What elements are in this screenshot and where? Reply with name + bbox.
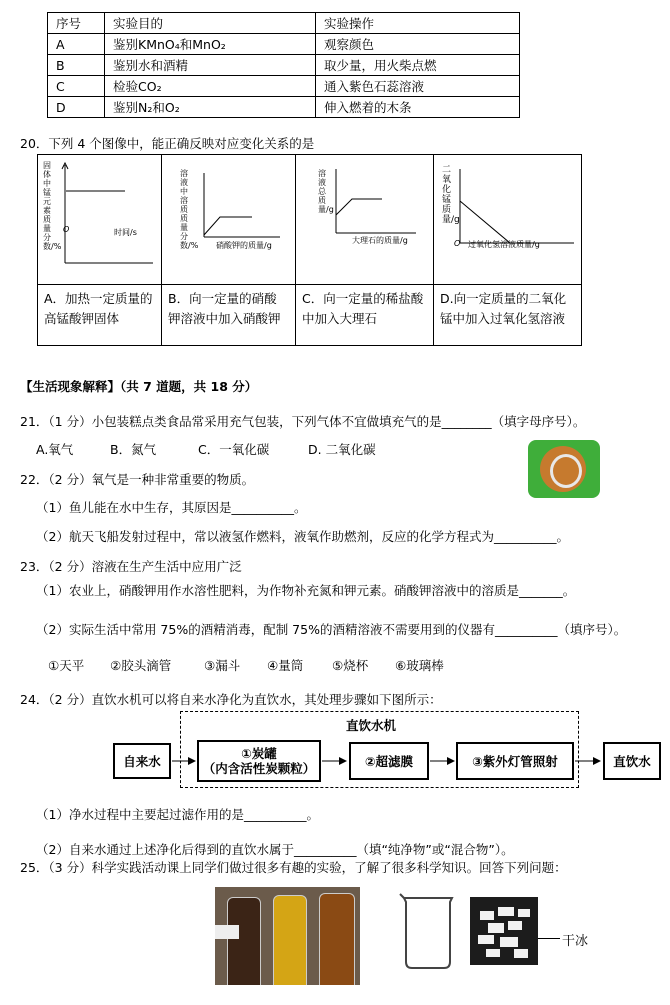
table-cell: D — [48, 97, 105, 118]
chart-c-ylabel: 溶液总质量/g — [318, 169, 334, 214]
table-row — [48, 34, 520, 55]
chart-b-xlabel: 硝酸钾的质量/g — [216, 241, 272, 250]
q23-item: ⑥玻璃棒 — [395, 658, 444, 673]
table-header-cell: 实验目的 — [105, 13, 316, 34]
q22-stem: 22．（2 分）氧气是一种非常重要的物质。 — [20, 472, 255, 487]
section-title: 【生活现象解释】（共 7 道题，共 18 分） — [20, 379, 258, 394]
chart-d-plot — [434, 155, 581, 283]
chart-c — [296, 155, 434, 345]
chart-b-ylabel: 溶液中溶质质量分数/% — [180, 169, 199, 250]
dry-ice-label: 干冰 — [562, 934, 589, 949]
dry-ice-pointer — [538, 938, 560, 939]
q23-part2: （2）实际生活中常用 75%的酒精消毒，配制 75%的酒精溶液不需要用到的仪器有__________（填序号）。 — [36, 622, 627, 637]
q21-option-c: C．一氧化碳 — [198, 442, 270, 457]
q23-item: ③漏斗 — [204, 658, 241, 673]
q21-option-a: A.氧气 — [36, 442, 74, 457]
q24-part1: （1）净水过程中主要起过滤作用的是__________。 — [36, 807, 319, 822]
chart-d-xlabel: 过氧化氢溶液质量/g — [468, 240, 540, 249]
flow-ultrafiltration: ②超滤膜 — [349, 742, 429, 780]
chart-d-ylabel: 二氧化锰质量/g — [442, 165, 460, 225]
chart-c-plot — [296, 155, 434, 283]
chart-d-origin: O — [454, 239, 461, 248]
chart-a — [38, 155, 162, 345]
table-cell: 鉴别N₂和O₂ — [105, 97, 316, 118]
chart-a-origin: O — [63, 225, 70, 234]
flow-carbon-tank — [197, 740, 321, 782]
table-cell: C — [48, 76, 105, 97]
dry-ice-photo — [470, 897, 538, 965]
q24-part2: （2）自来水通过上述净化后得到的直饮水属于__________（填“纯净物”或“混合物”）。 — [36, 842, 514, 857]
flow-carbon-tank-label: ①炭罐 — [241, 746, 277, 761]
q20-stem: 20．下列 4 个图像中，能正确反映对应变化关系的是 — [20, 136, 315, 151]
q23-stem: 23．（2 分）溶液在生产生活中应用广泛 — [20, 559, 242, 574]
q22-part1: （1）鱼儿能在水中生存，其原因是__________。 — [36, 500, 307, 515]
table-cell: 观察颜色 — [316, 34, 520, 55]
table-row — [48, 55, 520, 76]
chart-d — [434, 155, 581, 345]
q21-option-b: B．氮气 — [110, 442, 157, 457]
table-cell: 通入紫色石蕊溶液 — [316, 76, 520, 97]
table-cell: B — [48, 55, 105, 76]
chart-a-xlabel: 时间/s — [114, 228, 137, 237]
chart-b — [162, 155, 296, 345]
chart-c-caption: C．向一定量的稀盐酸中加入大理石 — [296, 284, 433, 333]
chart-a-plot — [38, 155, 162, 283]
table-cell: A — [48, 34, 105, 55]
table-cell: 伸入燃着的木条 — [316, 97, 520, 118]
table-cell: 鉴别KMnO₄和MnO₂ — [105, 34, 316, 55]
q20-chart-grid — [37, 154, 582, 346]
q21-stem: 21．（1 分）小包装糕点类食品常采用充气包装，下列气体不宜做填充气的是________（填字母序号）。 — [20, 414, 586, 429]
flow-uv-lamp: ③紫外灯管照射 — [456, 742, 574, 780]
flow-tap-water: 自来水 — [113, 743, 171, 779]
experiment-table — [47, 12, 520, 118]
chart-c-xlabel: 大理石的质量/g — [352, 236, 408, 245]
table-cell: 取少量，用火柴点燃 — [316, 55, 520, 76]
q24-stem: 24．（2 分）直饮水机可以将自来水净化为直饮水，其处理步骤如下图所示： — [20, 692, 442, 707]
q23-part1: （1）农业上，硝酸钾用作水溶性肥料，为作物补充氮和钾元素。硝酸钾溶液中的溶质是_______。 — [36, 583, 576, 598]
table-header-row — [48, 13, 520, 34]
q23-item: ⑤烧杯 — [332, 658, 369, 673]
table-row — [48, 97, 520, 118]
chart-b-plot — [162, 155, 296, 283]
flow-drinking-water: 直饮水 — [603, 742, 661, 780]
table-cell: 检验CO₂ — [105, 76, 316, 97]
q23-item: ②胶头滴管 — [110, 658, 172, 673]
beaker-icon — [398, 892, 460, 972]
table-header-cell: 实验操作 — [316, 13, 520, 34]
q23-item: ①天平 — [48, 658, 85, 673]
q21-option-d: D. 二氧化碳 — [308, 442, 376, 457]
flow-carbon-tank-note: （内含活性炭颗粒） — [202, 761, 316, 776]
chart-a-caption: A．加热一定质量的高锰酸钾固体 — [38, 284, 162, 333]
table-cell: 鉴别水和酒精 — [105, 55, 316, 76]
table-row — [48, 76, 520, 97]
q25-stem: 25．（3 分）科学实践活动课上同学们做过很多有趣的实验，了解了很多科学知识。回答下列问题： — [20, 860, 567, 875]
table-header-cell: 序号 — [48, 13, 105, 34]
q23-item: ④量筒 — [267, 658, 304, 673]
cake-package-image — [528, 440, 600, 498]
chart-d-caption: D.向一定质量的二氧化锰中加入过氧化氢溶液 — [434, 284, 581, 333]
chart-b-caption: B．向一定量的硝酸钾溶液中加入硝酸钾 — [162, 284, 295, 333]
chart-a-ylabel: 固体中锰元素质量分数/% — [43, 161, 62, 251]
q22-part2: （2）航天飞船发射过程中，常以液氢作燃料，液氧作助燃剂，反应的化学方程式为__________。 — [36, 529, 569, 544]
machine-label: 直饮水机 — [346, 718, 397, 733]
bottles-photo — [215, 887, 360, 985]
